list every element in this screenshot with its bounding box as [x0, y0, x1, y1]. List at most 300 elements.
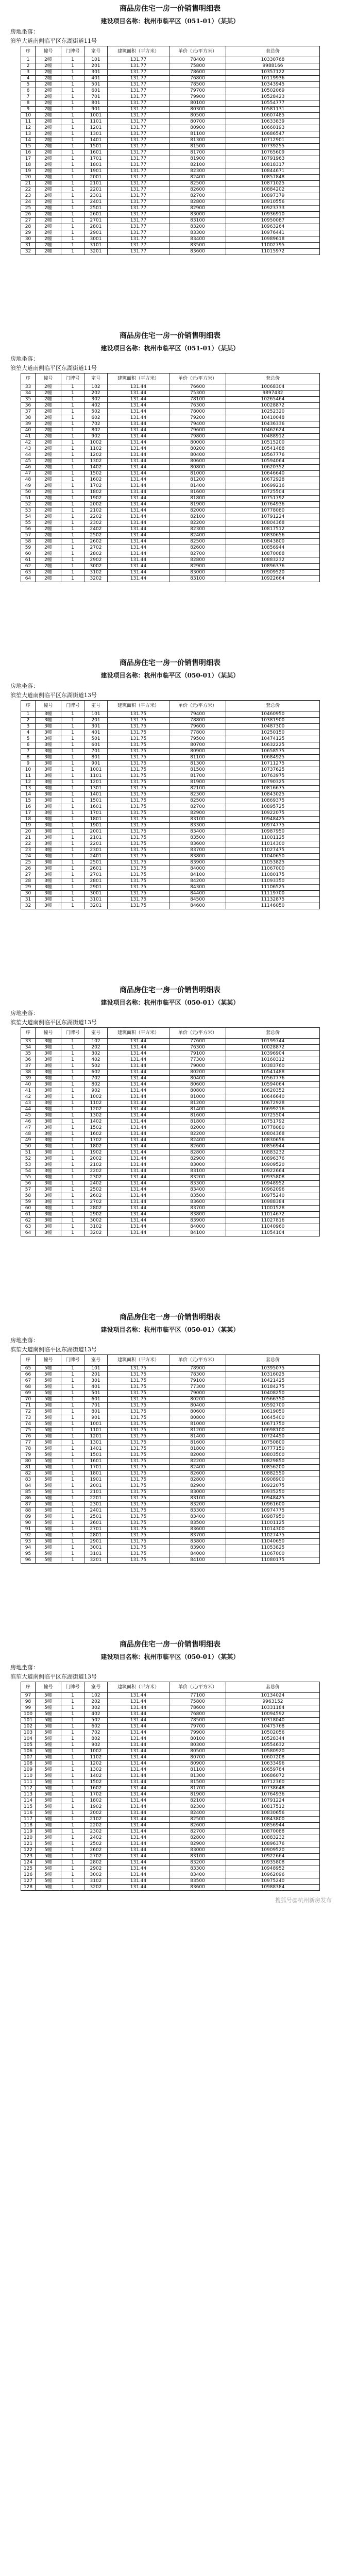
table-cell: 131.75 — [108, 1489, 169, 1496]
table-cell: 44 — [21, 452, 36, 459]
table-cell: 3 — [21, 724, 36, 730]
table-cell: 3幢 — [36, 792, 61, 798]
table-row — [21, 749, 320, 755]
table-cell: 84300 — [169, 885, 226, 891]
table-row — [21, 224, 320, 230]
table-cell: 48 — [21, 477, 36, 483]
price-table — [21, 46, 320, 255]
table-row — [21, 1724, 320, 1730]
table-cell: 2幢 — [36, 181, 61, 187]
table-cell: 131.44 — [108, 1854, 169, 1860]
column-header: 单价（元/平方米） — [169, 1682, 226, 1693]
table-cell: 3201 — [84, 1557, 108, 1564]
table-cell: 5幢 — [36, 1471, 61, 1477]
table-cell: 2幢 — [36, 212, 61, 218]
table-cell: 10658575 — [226, 749, 320, 755]
table-cell: 3202 — [84, 576, 108, 582]
table-cell: 121 — [21, 1841, 36, 1848]
table-cell: 5幢 — [36, 1489, 61, 1496]
table-row — [21, 576, 320, 582]
table-cell: 131.44 — [108, 1193, 169, 1199]
table-cell: 2401 — [84, 199, 108, 206]
table-cell: 80900 — [169, 125, 226, 131]
sheet-meta — [10, 27, 330, 46]
table-cell: 131.44 — [108, 1860, 169, 1866]
table-cell: 1 — [61, 446, 84, 452]
table-cell: 801 — [84, 1409, 108, 1415]
table-cell: 10791224 — [226, 514, 320, 520]
table-cell: 5幢 — [36, 1446, 61, 1452]
table-cell: 131.77 — [108, 113, 169, 119]
table-cell: 131.44 — [108, 557, 169, 564]
table-cell: 131.44 — [108, 1798, 169, 1804]
table-cell: 2幢 — [36, 527, 61, 533]
table-cell: 2201 — [84, 841, 108, 848]
table-cell: 11067000 — [226, 1551, 320, 1557]
table-cell: 131.44 — [108, 1724, 169, 1730]
table-cell: 1 — [61, 409, 84, 415]
table-cell: 131.75 — [108, 1496, 169, 1502]
table-cell: 81600 — [169, 1440, 226, 1446]
table-cell: 1 — [61, 736, 84, 742]
table-cell: 131.77 — [108, 243, 169, 249]
table-row — [21, 1057, 320, 1063]
table-row — [21, 885, 320, 891]
table-cell: 83000 — [169, 1162, 226, 1168]
table-cell: 2401 — [84, 1508, 108, 1514]
table-cell: 3幢 — [36, 1063, 61, 1070]
column-header: 建筑面积（平方米） — [108, 701, 169, 711]
table-cell: 2001 — [84, 829, 108, 835]
table-cell: 10869375 — [226, 798, 320, 804]
table-cell: 1 — [61, 1156, 84, 1162]
column-header: 套总价 — [226, 1028, 320, 1039]
location-label: 房地坐落： — [10, 28, 39, 35]
table-cell: 1402 — [84, 465, 108, 471]
table-cell: 3幢 — [36, 786, 61, 792]
table-cell: 84100 — [169, 872, 226, 878]
table-cell: 2幢 — [36, 483, 61, 489]
table-cell: 131.77 — [108, 94, 169, 100]
table-cell: 2701 — [84, 218, 108, 224]
table-cell: 1 — [61, 1520, 84, 1527]
table-row — [21, 773, 320, 779]
table-cell: 60 — [21, 1206, 36, 1212]
table-row — [21, 829, 320, 835]
table-cell: 51 — [21, 496, 36, 502]
table-cell: 1 — [61, 125, 84, 131]
table-cell: 79700 — [169, 1724, 226, 1730]
table-row — [21, 835, 320, 841]
table-cell: 3001 — [84, 1545, 108, 1551]
table-cell: 2幢 — [36, 131, 61, 138]
table-row — [21, 57, 320, 63]
table-cell: 26 — [21, 866, 36, 872]
table-row — [21, 1434, 320, 1440]
table-cell: 5幢 — [36, 1860, 61, 1866]
sheet-title: 商品房住宅一房一价销售明细表 — [120, 659, 220, 667]
table-header-row — [21, 1355, 320, 1366]
table-cell: 83200 — [169, 1860, 226, 1866]
table-cell: 10028872 — [226, 1045, 320, 1051]
table-row — [21, 206, 320, 212]
table-cell: 1901 — [84, 1477, 108, 1483]
table-cell: 131.44 — [108, 1792, 169, 1798]
table-cell: 1 — [61, 576, 84, 582]
table-row — [21, 100, 320, 107]
table-cell: 2702 — [84, 1199, 108, 1206]
table-cell: 131.44 — [108, 1156, 169, 1162]
table-cell: 80500 — [169, 113, 226, 119]
table-cell: 1 — [61, 168, 84, 175]
table-cell: 96 — [21, 1557, 36, 1564]
table-cell: 131.44 — [108, 446, 169, 452]
table-cell: 3 — [21, 70, 36, 76]
column-header: 室号 — [84, 46, 108, 57]
table-cell: 1801 — [84, 162, 108, 168]
table-cell: 1401 — [84, 1446, 108, 1452]
table-row — [21, 1693, 320, 1699]
table-header-row — [21, 1682, 320, 1693]
table-cell: 131.44 — [108, 1786, 169, 1792]
table-cell: 1 — [61, 1187, 84, 1193]
table-cell: 4 — [21, 76, 36, 82]
table-cell: 60 — [21, 551, 36, 557]
table-row — [21, 1792, 320, 1798]
table-cell: 2601 — [84, 866, 108, 872]
table-cell: 1 — [61, 885, 84, 891]
table-cell: 123 — [21, 1854, 36, 1860]
table-cell: 2幢 — [36, 452, 61, 459]
table-cell: 10989618 — [226, 236, 320, 243]
table-cell: 79900 — [169, 1730, 226, 1736]
table-cell: 46 — [21, 1119, 36, 1125]
table-cell: 1 — [61, 230, 84, 236]
table-cell: 48 — [21, 1131, 36, 1138]
table-row — [21, 779, 320, 786]
table-cell: 5幢 — [36, 1434, 61, 1440]
table-cell: 10883232 — [226, 1835, 320, 1841]
table-row — [21, 1397, 320, 1403]
table-cell: 116 — [21, 1810, 36, 1817]
table-cell: 81100 — [169, 1767, 226, 1773]
table-cell: 1302 — [84, 1767, 108, 1773]
column-header: 室号 — [84, 1028, 108, 1039]
table-cell: 3幢 — [36, 1230, 61, 1236]
column-header: 建筑面积（平方米） — [108, 1682, 169, 1693]
table-cell: 131.75 — [108, 779, 169, 786]
table-cell: 3101 — [84, 897, 108, 903]
table-cell: 131.75 — [108, 1483, 169, 1489]
table-row — [21, 1860, 320, 1866]
table-cell: 22 — [21, 187, 36, 193]
table-cell: 1702 — [84, 483, 108, 489]
table-cell: 1 — [61, 545, 84, 551]
table-cell: 1 — [61, 465, 84, 471]
table-cell: 1801 — [84, 1471, 108, 1477]
table-cell: 131.44 — [108, 1730, 169, 1736]
column-header: 幢号 — [36, 1682, 61, 1693]
table-cell: 131.75 — [108, 804, 169, 810]
table-cell: 78600 — [169, 1705, 226, 1711]
table-cell: 3幢 — [36, 749, 61, 755]
table-cell: 1801 — [84, 817, 108, 823]
table-row — [21, 1557, 320, 1564]
table-cell: 131.44 — [108, 1131, 169, 1138]
table-row — [21, 1113, 320, 1119]
table-cell: 131.75 — [108, 860, 169, 866]
table-cell: 131.44 — [108, 1817, 169, 1823]
table-cell: 102 — [21, 1724, 36, 1730]
table-row — [21, 1421, 320, 1428]
table-cell: 10975240 — [226, 1878, 320, 1885]
table-cell: 81900 — [169, 1792, 226, 1798]
table-cell: 131.75 — [108, 829, 169, 835]
table-cell: 131.44 — [108, 415, 169, 421]
table-cell: 1402 — [84, 1119, 108, 1125]
table-cell: 701 — [84, 94, 108, 100]
table-cell: 81800 — [169, 496, 226, 502]
table-row — [21, 730, 320, 736]
table-cell: 81100 — [169, 131, 226, 138]
table-row — [21, 1107, 320, 1113]
table-cell: 131.44 — [108, 1175, 169, 1181]
table-cell: 1 — [61, 866, 84, 872]
table-cell: 11027475 — [226, 1533, 320, 1539]
table-cell: 1 — [61, 903, 84, 909]
table-cell: 82800 — [169, 557, 226, 564]
column-header: 室号 — [84, 374, 108, 384]
table-cell: 82900 — [169, 564, 226, 570]
table-cell: 80900 — [169, 1761, 226, 1767]
table-cell: 131.44 — [108, 465, 169, 471]
table-cell: 87 — [21, 1502, 36, 1508]
table-cell: 1701 — [84, 1465, 108, 1471]
table-cell: 30 — [21, 891, 36, 897]
table-cell: 1602 — [84, 1786, 108, 1792]
table-cell: 1 — [61, 477, 84, 483]
table-cell: 131.44 — [108, 1051, 169, 1057]
table-cell: 3幢 — [36, 841, 61, 848]
table-cell: 81400 — [169, 483, 226, 489]
table-cell: 79200 — [169, 415, 226, 421]
column-header: 序 — [21, 46, 36, 57]
table-row — [21, 1786, 320, 1792]
table-cell: 3幢 — [36, 1193, 61, 1199]
table-cell: 3101 — [84, 1551, 108, 1557]
table-cell: 10975240 — [226, 1193, 320, 1199]
table-cell: 10763975 — [226, 773, 320, 779]
table-cell: 1 — [61, 1718, 84, 1724]
table-row — [21, 903, 320, 909]
table-cell: 131.44 — [108, 1829, 169, 1835]
table-cell: 2幢 — [36, 508, 61, 514]
table-cell: 10250150 — [226, 730, 320, 736]
table-row — [21, 1514, 320, 1520]
table-cell: 1 — [61, 1854, 84, 1860]
table-cell: 3幢 — [36, 1057, 61, 1063]
table-cell: 61 — [21, 557, 36, 564]
table-cell: 76300 — [169, 1045, 226, 1051]
table-cell: 82200 — [169, 1131, 226, 1138]
table-cell: 5幢 — [36, 1724, 61, 1730]
table-cell: 119 — [21, 1829, 36, 1835]
table-cell: 5幢 — [36, 1477, 61, 1483]
table-row — [21, 452, 320, 459]
table-cell: 80800 — [169, 1088, 226, 1094]
table-cell: 10566350 — [226, 1397, 320, 1403]
table-cell: 131.44 — [108, 1187, 169, 1193]
table-row — [21, 792, 320, 798]
table-cell: 10751792 — [226, 1119, 320, 1125]
table-cell: 10778080 — [226, 1125, 320, 1131]
table-cell: 131.75 — [108, 1366, 169, 1372]
table-cell: 41 — [21, 1088, 36, 1094]
table-cell: 131.75 — [108, 736, 169, 742]
table-cell: 131.44 — [108, 403, 169, 409]
table-cell: 601 — [84, 88, 108, 94]
table-cell: 1 — [61, 1094, 84, 1100]
table-row — [21, 1224, 320, 1230]
table-cell: 11001528 — [226, 1206, 320, 1212]
table-cell: 77600 — [169, 1039, 226, 1045]
table-cell: 10922664 — [226, 576, 320, 582]
table-cell: 10987950 — [226, 829, 320, 835]
table-cell: 3幢 — [36, 1107, 61, 1113]
table-cell: 82700 — [169, 1829, 226, 1835]
table-cell: 81500 — [169, 767, 226, 773]
table-header-row — [21, 1028, 320, 1039]
table-row — [21, 230, 320, 236]
table-cell: 53 — [21, 1162, 36, 1168]
table-cell: 6 — [21, 742, 36, 749]
table-cell: 26 — [21, 212, 36, 218]
table-row — [21, 1742, 320, 1749]
table-cell: 10974775 — [226, 1508, 320, 1514]
table-cell: 11 — [21, 119, 36, 125]
table-cell: 14 — [21, 138, 36, 144]
table-cell: 131.44 — [108, 483, 169, 489]
table-cell: 3幢 — [36, 1206, 61, 1212]
table-cell: 82700 — [169, 551, 226, 557]
table-cell: 82600 — [169, 187, 226, 193]
table-cell: 2202 — [84, 1823, 108, 1829]
table-cell: 64 — [21, 576, 36, 582]
table-cell: 3102 — [84, 1878, 108, 1885]
table-cell: 3幢 — [36, 1070, 61, 1076]
table-cell: 5幢 — [36, 1780, 61, 1786]
table-cell: 10738648 — [226, 1786, 320, 1792]
table-cell: 5幢 — [36, 1551, 61, 1557]
table-cell: 2幢 — [36, 576, 61, 582]
table-row — [21, 1199, 320, 1206]
table-row — [21, 1100, 320, 1107]
table-cell: 79600 — [169, 428, 226, 434]
table-row — [21, 1545, 320, 1551]
table-cell: 43 — [21, 446, 36, 452]
table-cell: 3幢 — [36, 742, 61, 749]
table-cell: 10923733 — [226, 206, 320, 212]
table-cell: 49 — [21, 1138, 36, 1144]
column-header: 建筑面积（平方米） — [108, 374, 169, 384]
location-label: 房地坐落： — [10, 1010, 39, 1016]
table-cell: 2幢 — [36, 156, 61, 162]
table-cell: 1 — [61, 1878, 84, 1885]
table-cell: 82900 — [169, 206, 226, 212]
table-cell: 131.75 — [108, 1539, 169, 1545]
table-cell: 131.77 — [108, 218, 169, 224]
table-cell: 10870088 — [226, 1829, 320, 1835]
table-row — [21, 1477, 320, 1483]
price-sheet — [0, 1309, 340, 1564]
table-cell: 3幢 — [36, 718, 61, 724]
table-cell: 131.44 — [108, 1107, 169, 1113]
table-cell: 81200 — [169, 1100, 226, 1107]
table-cell: 10 — [21, 113, 36, 119]
table-cell: 61 — [21, 1212, 36, 1218]
table-cell: 1501 — [84, 144, 108, 150]
table-cell: 1 — [61, 1088, 84, 1094]
table-cell: 11053825 — [226, 860, 320, 866]
table-cell: 131.44 — [108, 1885, 169, 1891]
table-cell: 81500 — [169, 1780, 226, 1786]
table-row — [21, 1829, 320, 1835]
table-row — [21, 551, 320, 557]
table-cell: 1902 — [84, 1804, 108, 1810]
table-cell: 2201 — [84, 187, 108, 193]
table-cell: 3101 — [84, 243, 108, 249]
table-cell: 701 — [84, 1403, 108, 1409]
table-cell: 2102 — [84, 1817, 108, 1823]
table-cell: 2602 — [84, 1193, 108, 1199]
table-cell: 131.44 — [108, 452, 169, 459]
table-cell: 1 — [61, 440, 84, 446]
price-sheet — [0, 327, 340, 582]
table-cell: 10620352 — [226, 1088, 320, 1094]
table-cell: 76600 — [169, 384, 226, 391]
table-cell: 1701 — [84, 810, 108, 817]
table-cell: 10843800 — [226, 539, 320, 545]
table-cell: 402 — [84, 403, 108, 409]
table-cell: 1901 — [84, 168, 108, 175]
table-cell: 1 — [61, 236, 84, 243]
table-cell: 1401 — [84, 792, 108, 798]
table-row — [21, 878, 320, 885]
table-cell: 80000 — [169, 440, 226, 446]
table-cell: 2幢 — [36, 249, 61, 255]
table-cell: 131.44 — [108, 421, 169, 428]
table-cell: 1 — [61, 384, 84, 391]
column-header: 门牌号 — [61, 701, 84, 711]
table-cell: 5幢 — [36, 1440, 61, 1446]
table-cell: 131.44 — [108, 1063, 169, 1070]
table-cell: 82100 — [169, 162, 226, 168]
table-cell: 1 — [21, 711, 36, 718]
table-cell: 131.44 — [108, 1070, 169, 1076]
table-cell: 1 — [61, 100, 84, 107]
table-row — [21, 1452, 320, 1459]
table-row — [21, 1539, 320, 1545]
table-cell: 39 — [21, 1076, 36, 1082]
table-cell: 2602 — [84, 539, 108, 545]
table-cell: 10962096 — [226, 1872, 320, 1878]
table-cell: 3幢 — [36, 779, 61, 786]
table-row — [21, 125, 320, 131]
table-cell: 1 — [61, 1452, 84, 1459]
table-cell: 1 — [61, 1039, 84, 1045]
table-cell: 2901 — [84, 885, 108, 891]
table-cell: 1 — [61, 1798, 84, 1804]
